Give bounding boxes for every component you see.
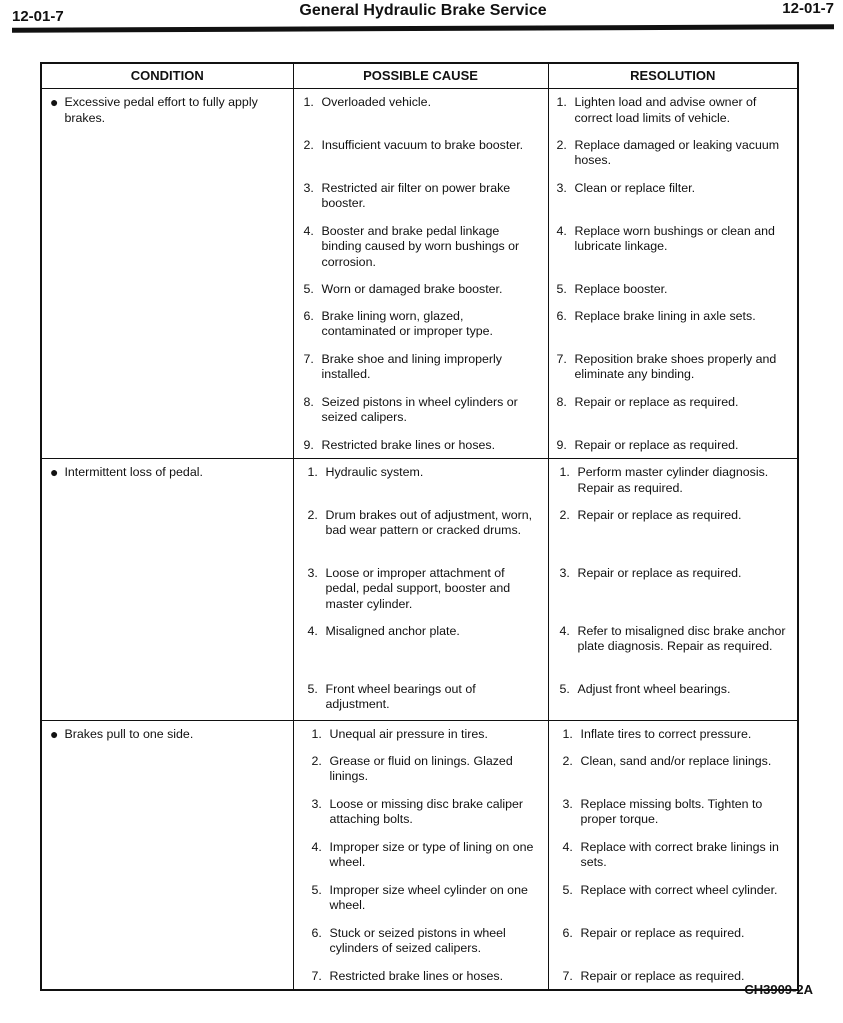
- cause-cell: [293, 89, 548, 132]
- resolution-cell: [548, 834, 798, 877]
- resolution-item-text: Clean or replace filter.: [574, 180, 696, 195]
- resolution-item-number: 5.: [556, 281, 567, 296]
- cause-item-text: Restricted brake lines or hoses.: [329, 968, 504, 983]
- bullet-icon: ●: [50, 726, 59, 742]
- resolution-item-number: 1.: [556, 95, 567, 109]
- diagnosis-table: [40, 62, 799, 991]
- cause-item: [312, 727, 540, 743]
- resolution-item-text: Replace damaged or leaking vacuum hoses.: [574, 137, 780, 167]
- resolution-cell: [548, 389, 798, 432]
- cause-cell: [293, 276, 548, 303]
- resolution-cell: [548, 346, 798, 389]
- table-header-row: [41, 63, 798, 89]
- cause-cell: [293, 920, 548, 963]
- resolution-item: [563, 727, 790, 743]
- cause-item-number: 4.: [311, 839, 322, 854]
- resolution-item-text: Clean, sand and/or replace linings.: [580, 753, 772, 768]
- cause-item-number: 5.: [303, 281, 314, 296]
- resolution-cell: [548, 502, 798, 560]
- resolution-item-number: 3.: [556, 180, 567, 195]
- cause-cell: [293, 132, 548, 175]
- resolution-item-number: 2.: [556, 137, 567, 152]
- resolution-item: [557, 181, 790, 197]
- page-title: General Hydraulic Brake Service: [299, 2, 547, 19]
- column-header-possible-cause: POSSIBLE CAUSE: [293, 63, 548, 89]
- resolution-item-number: 4.: [559, 623, 570, 638]
- cause-item: [304, 181, 540, 212]
- table-row: [41, 459, 798, 502]
- resolution-cell: [548, 920, 798, 963]
- section-code-left: 12-01-7: [12, 8, 64, 25]
- resolution-item: [560, 566, 790, 582]
- page-header: [12, 0, 834, 34]
- cause-item-text: Improper size wheel cylinder on one wheel.: [329, 882, 528, 912]
- cause-cell: [293, 963, 548, 990]
- resolution-item-text: Repair or replace as required.: [574, 437, 739, 452]
- resolution-item-number: 5.: [559, 681, 570, 696]
- cause-cell: [293, 877, 548, 920]
- cause-item: [308, 465, 540, 481]
- condition: [50, 95, 285, 126]
- column-header-condition: CONDITION: [41, 63, 293, 89]
- resolution-cell: [548, 721, 798, 748]
- resolution-item: [557, 224, 790, 255]
- cause-item-text: Grease or fluid on linings. Glazed linings.: [329, 753, 513, 783]
- cause-item-text: Improper size or type of lining on one wheel.: [329, 839, 534, 869]
- cause-item-text: Worn or damaged brake booster.: [321, 281, 503, 296]
- cause-item-text: Restricted brake lines or hoses.: [321, 437, 496, 452]
- resolution-item-text: Reposition brake shoes properly and eliminate any binding.: [574, 351, 777, 381]
- resolution-item: [563, 926, 790, 942]
- cause-item-text: Brake shoe and lining improperly installed.: [321, 351, 502, 381]
- cause-item-number: 2.: [311, 753, 322, 768]
- resolution-item: [560, 624, 790, 655]
- cause-item-number: 3.: [311, 796, 322, 811]
- resolution-cell: [548, 276, 798, 303]
- cause-cell: [293, 175, 548, 218]
- cause-item-number: 3.: [303, 180, 314, 195]
- resolution-cell: [548, 618, 798, 676]
- resolution-item: [563, 797, 790, 828]
- cause-item: [304, 438, 540, 454]
- cause-item: [312, 969, 540, 985]
- cause-item-text: Unequal air pressure in tires.: [329, 727, 488, 741]
- resolution-item: [560, 508, 790, 524]
- resolution-cell: [548, 89, 798, 132]
- cause-item-text: Stuck or seized pistons in wheel cylinders of seized calipers.: [329, 925, 506, 955]
- cause-item-number: 4.: [303, 223, 314, 238]
- resolution-item-number: 6.: [556, 308, 567, 323]
- resolution-item-number: 2.: [562, 753, 573, 768]
- condition-text: Brakes pull to one side.: [64, 727, 194, 741]
- resolution-item-text: Replace with correct wheel cylinder.: [580, 882, 778, 897]
- cause-item-text: Restricted air filter on power brake booster.: [321, 180, 511, 210]
- cause-item: [304, 138, 540, 154]
- cause-item: [308, 566, 540, 613]
- cause-item: [312, 883, 540, 914]
- resolution-cell: [548, 560, 798, 618]
- resolution-cell: [548, 303, 798, 346]
- resolution-cell: [548, 877, 798, 920]
- cause-item-number: 6.: [311, 925, 322, 940]
- resolution-item: [557, 352, 790, 383]
- resolution-item-text: Lighten load and advise owner of correct load limits of vehicle.: [574, 95, 757, 125]
- cause-item: [304, 395, 540, 426]
- resolution-item-text: Repair or replace as required.: [574, 394, 739, 409]
- header-rule: [12, 24, 834, 33]
- resolution-item-text: Replace brake lining in axle sets.: [574, 308, 756, 323]
- resolution-item-number: 5.: [562, 882, 573, 897]
- cause-item: [312, 926, 540, 957]
- resolution-item: [563, 754, 790, 770]
- column-header-resolution: RESOLUTION: [548, 63, 798, 89]
- cause-item: [308, 508, 540, 539]
- cause-item: [304, 224, 540, 271]
- resolution-item-text: Replace with correct brake linings in sets.: [580, 839, 779, 869]
- resolution-item-number: 3.: [559, 565, 570, 580]
- resolution-cell: [548, 218, 798, 276]
- condition: [50, 727, 285, 743]
- resolution-item-number: 2.: [559, 507, 570, 522]
- resolution-cell: [548, 132, 798, 175]
- resolution-cell: [548, 676, 798, 721]
- cause-item-text: Loose or improper attachment of pedal, pedal support, booster and master cylinder.: [325, 565, 511, 611]
- cause-cell: [293, 676, 548, 721]
- cause-cell: [293, 721, 548, 748]
- cause-cell: [293, 502, 548, 560]
- condition-cell: [41, 459, 293, 721]
- resolution-item: [560, 465, 790, 496]
- cause-item-text: Overloaded vehicle.: [321, 95, 432, 109]
- figure-id: CH3909-2A: [744, 982, 813, 997]
- cause-item-number: 1.: [303, 95, 314, 109]
- cause-item: [304, 309, 540, 340]
- resolution-item: [557, 309, 790, 325]
- condition-text: Intermittent loss of pedal.: [64, 465, 203, 479]
- cause-item-number: 2.: [303, 137, 314, 152]
- cause-item-text: Seized pistons in wheel cylinders or seized calipers.: [321, 394, 518, 424]
- cause-item-text: Front wheel bearings out of adjustment.: [325, 681, 476, 711]
- cause-item-text: Misaligned anchor plate.: [325, 623, 460, 638]
- cause-cell: [293, 303, 548, 346]
- table-row: [41, 721, 798, 748]
- cause-item-text: Hydraulic system.: [325, 465, 424, 479]
- cause-item-number: 1.: [311, 727, 322, 741]
- resolution-item-text: Repair or replace as required.: [580, 925, 745, 940]
- cause-item-number: 4.: [307, 623, 318, 638]
- resolution-item-text: Replace worn bushings or clean and lubricate linkage.: [574, 223, 775, 253]
- resolution-item-number: 8.: [556, 394, 567, 409]
- cause-item: [304, 95, 540, 111]
- resolution-item: [557, 138, 790, 169]
- resolution-item-number: 7.: [556, 351, 567, 366]
- cause-item-number: 3.: [307, 565, 318, 580]
- resolution-item-text: Repair or replace as required.: [580, 968, 745, 983]
- cause-item-number: 7.: [311, 968, 322, 983]
- cause-cell: [293, 791, 548, 834]
- resolution-cell: [548, 791, 798, 834]
- cause-item-number: 5.: [307, 681, 318, 696]
- resolution-item: [563, 883, 790, 899]
- condition-cell: [41, 89, 293, 459]
- cause-cell: [293, 834, 548, 877]
- cause-item: [308, 682, 540, 713]
- resolution-item-text: Repair or replace as required.: [577, 565, 742, 580]
- resolution-item: [560, 682, 790, 698]
- resolution-item: [557, 438, 790, 454]
- cause-cell: [293, 432, 548, 459]
- table-body: [41, 89, 798, 990]
- cause-cell: [293, 560, 548, 618]
- resolution-item-text: Replace missing bolts. Tighten to proper torque.: [580, 796, 763, 826]
- condition: [50, 465, 285, 481]
- cause-item-number: 6.: [303, 308, 314, 323]
- cause-cell: [293, 618, 548, 676]
- section-code-right: 12-01-7: [782, 0, 834, 17]
- condition-cell: [41, 721, 293, 990]
- cause-item-number: 8.: [303, 394, 314, 409]
- cause-cell: [293, 389, 548, 432]
- bullet-icon: ●: [50, 464, 59, 480]
- resolution-item-number: 1.: [559, 465, 570, 479]
- cause-cell: [293, 748, 548, 791]
- cause-item: [304, 282, 540, 298]
- bullet-icon: ●: [50, 94, 59, 110]
- diagnosis-table-wrap: [40, 62, 797, 991]
- cause-item-text: Loose or missing disc brake caliper attaching bolts.: [329, 796, 524, 826]
- table-row: [41, 89, 798, 132]
- resolution-item-number: 7.: [562, 968, 573, 983]
- resolution-item-number: 4.: [556, 223, 567, 238]
- cause-item-number: 7.: [303, 351, 314, 366]
- cause-item: [312, 840, 540, 871]
- resolution-item-number: 4.: [562, 839, 573, 854]
- resolution-item: [563, 840, 790, 871]
- condition-text: Excessive pedal effort to fully apply brakes.: [64, 95, 258, 125]
- cause-item-number: 2.: [307, 507, 318, 522]
- resolution-item-text: Inflate tires to correct pressure.: [580, 727, 752, 741]
- cause-item-text: Booster and brake pedal linkage binding caused by worn bushings or corrosion.: [321, 223, 520, 269]
- resolution-item-text: Replace booster.: [574, 281, 668, 296]
- cause-cell: [293, 459, 548, 502]
- cause-item-text: Brake lining worn, glazed, contaminated or improper type.: [321, 308, 493, 338]
- resolution-item-number: 6.: [562, 925, 573, 940]
- cause-cell: [293, 346, 548, 389]
- resolution-cell: [548, 175, 798, 218]
- resolution-item: [557, 395, 790, 411]
- cause-item-text: Insufficient vacuum to brake booster.: [321, 137, 524, 152]
- resolution-item-text: Refer to misaligned disc brake anchor plate diagnosis. Repair as required.: [577, 623, 786, 653]
- cause-item-text: Drum brakes out of adjustment, worn, bad wear pattern or cracked drums.: [325, 507, 533, 537]
- resolution-item-number: 1.: [562, 727, 573, 741]
- cause-item-number: 1.: [307, 465, 318, 479]
- resolution-item: [557, 282, 790, 298]
- resolution-item-number: 9.: [556, 437, 567, 452]
- resolution-item: [557, 95, 790, 126]
- cause-item: [312, 797, 540, 828]
- cause-item: [308, 624, 540, 640]
- resolution-item-number: 3.: [562, 796, 573, 811]
- cause-item: [304, 352, 540, 383]
- resolution-cell: [548, 748, 798, 791]
- cause-item: [312, 754, 540, 785]
- resolution-item-text: Perform master cylinder diagnosis. Repair as required.: [577, 465, 769, 495]
- cause-item-number: 9.: [303, 437, 314, 452]
- resolution-cell: [548, 459, 798, 502]
- cause-item-number: 5.: [311, 882, 322, 897]
- resolution-item-text: Repair or replace as required.: [577, 507, 742, 522]
- resolution-cell: [548, 432, 798, 459]
- cause-cell: [293, 218, 548, 276]
- resolution-item-text: Adjust front wheel bearings.: [577, 681, 731, 696]
